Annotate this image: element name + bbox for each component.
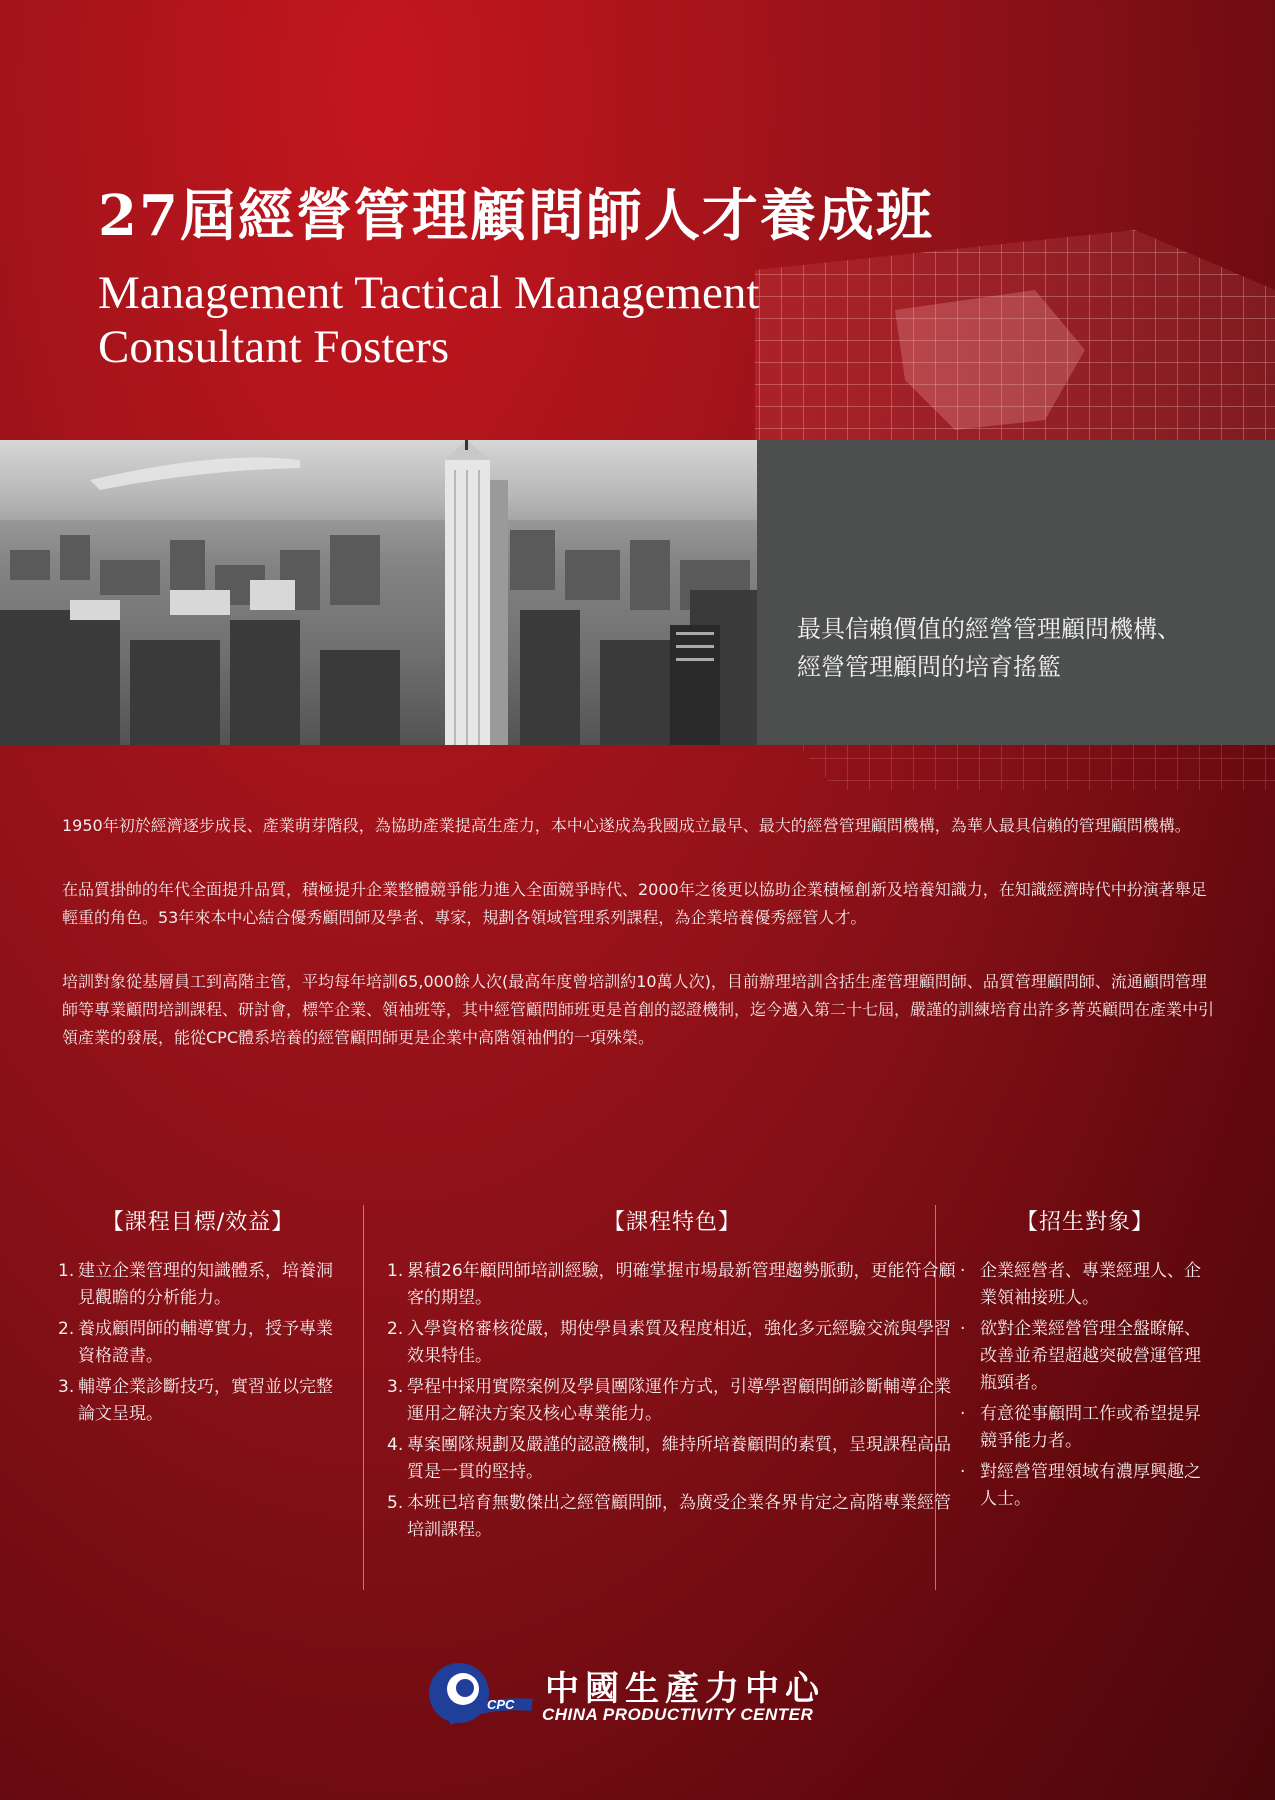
header <box>98 180 1098 374</box>
column-divider <box>935 1205 936 1590</box>
item-text: 企業經營者、專業經理人、企業領袖接班人。 <box>980 1261 1201 1308</box>
item-number: 4. <box>387 1435 404 1455</box>
item-text: 輔導企業診斷技巧，實習並以完整論文呈現。 <box>78 1377 333 1424</box>
list-item <box>387 1316 957 1370</box>
item-text: 累積26年顧問師培訓經驗，明確掌握市場最新管理趨勢脈動，更能符合顧客的期望。 <box>407 1261 956 1308</box>
item-number: 5. <box>387 1493 404 1513</box>
bullet: ‧ <box>960 1404 966 1424</box>
list-item <box>58 1374 338 1428</box>
footer-logo <box>425 1655 845 1735</box>
city-skyline-illustration <box>0 440 757 745</box>
column-divider <box>363 1205 364 1590</box>
list-item <box>960 1459 1210 1513</box>
bullet: ‧ <box>960 1462 966 1482</box>
tagline-line-2: 經營管理顧問的培育搖籃 <box>797 653 1061 681</box>
logo-letters: CPC <box>487 1697 515 1712</box>
org-name-chinese: 中國生產力中心 <box>545 1669 825 1709</box>
audience-column <box>960 1205 1210 1517</box>
cpc-logo-icon <box>425 1655 535 1735</box>
item-text: 專案團隊規劃及嚴謹的認證機制，維持所培養顧問的素質，呈現課程高品質是一貫的堅持。 <box>407 1435 951 1482</box>
intro-paragraph-2: 在品質掛帥的年代全面提升品質，積極提升企業整體競爭能力進入全面競爭時代、2000年之後更以協助企業積極創新及培養知識力，在知識經濟時代中扮演著舉足輕重的角色。53年來本中心結合優秀顧問師及學者、專家，規劃各領域管理系列課程，為企業培養優秀經管人才。 <box>62 880 1207 927</box>
goals-heading: 【課程目標/效益】 <box>101 1210 295 1235</box>
org-name-english: CHINA PRODUCTIVITY CENTER <box>542 1705 814 1724</box>
item-text: 對經營管理領域有濃厚興趣之人士。 <box>980 1462 1201 1509</box>
item-text: 養成顧問師的輔導實力，授予專業資格證書。 <box>78 1319 333 1366</box>
features-list <box>387 1258 957 1544</box>
list-item <box>58 1258 338 1312</box>
intro-section <box>62 812 1222 1088</box>
item-number: 2. <box>58 1319 75 1339</box>
list-item <box>58 1316 338 1370</box>
item-text: 入學資格審核從嚴，期使學員素質及程度相近，強化多元經驗交流與學習效果特佳。 <box>407 1319 951 1366</box>
list-item <box>387 1432 957 1486</box>
item-text: 欲對企業經營管理全盤瞭解、改善並希望超越突破營運管理瓶頸者。 <box>980 1319 1201 1393</box>
bullet: ‧ <box>960 1319 966 1339</box>
audience-list <box>960 1258 1210 1513</box>
item-number: 3. <box>58 1377 75 1397</box>
tagline-box <box>757 440 1275 745</box>
english-subtitle <box>98 266 1098 374</box>
audience-heading: 【招生對象】 <box>1015 1210 1154 1235</box>
intro-paragraph-1: 1950年初於經濟逐步成長、產業萌芽階段，為協助產業提高生產力，本中心遂成為我國成立最早、最大的經營管理顧問機構，為華人最具信賴的管理顧問機構。 <box>62 816 1191 835</box>
course-info-columns <box>50 1205 1240 1595</box>
item-text: 建立企業管理的知識體系，培養洞見觀瞻的分析能力。 <box>78 1261 333 1308</box>
page-title: 27屆經營管理顧問師人才養成班 <box>98 183 934 249</box>
city-skyline-photo <box>0 440 757 745</box>
tagline-line-1: 最具信賴價值的經營管理顧問機構、 <box>797 615 1181 643</box>
bullet: ‧ <box>960 1261 966 1281</box>
subtitle-line-1: Management Tactical Management <box>98 267 760 319</box>
item-text: 學程中採用實際案例及學員團隊運作方式，引導學習顧問師診斷輔導企業運用之解決方案及核心專業能力。 <box>407 1377 951 1424</box>
list-item <box>960 1316 1210 1397</box>
list-item <box>960 1401 1210 1455</box>
subtitle-line-2: Consultant Fosters <box>98 321 450 373</box>
goals-column <box>58 1205 338 1432</box>
features-heading: 【課程特色】 <box>602 1210 741 1235</box>
item-number: 1. <box>387 1261 404 1281</box>
intro-paragraph-3: 培訓對象從基層員工到高階主管，平均每年培訓65,000餘人次(最高年度曾培訓約10萬人次)，目前辦理培訓含括生產管理顧問師、品質管理顧問師、流通顧問管理師等專業顧問培訓課程、研討會，標竿企業、領袖班等，其中經管顧問師班更是首創的認證機制，迄今邁入第二十七屆，嚴謹的訓練培育出許多菁英顧問在產業中引領產業的發展，能從CPC體系培養的經管顧問師更是企業中高階領袖們的一項殊榮。 <box>62 972 1215 1047</box>
item-number: 3. <box>387 1377 404 1397</box>
item-number: 1. <box>58 1261 75 1281</box>
item-text: 本班已培育無數傑出之經管顧問師，為廣受企業各界肯定之高階專業經管培訓課程。 <box>407 1493 951 1540</box>
list-item <box>960 1258 1210 1312</box>
item-text: 有意從事顧問工作或希望提昇競爭能力者。 <box>980 1404 1201 1451</box>
list-item <box>387 1374 957 1428</box>
features-column <box>387 1205 957 1548</box>
goals-list <box>58 1258 338 1428</box>
list-item <box>387 1490 957 1544</box>
list-item <box>387 1258 957 1312</box>
item-number: 2. <box>387 1319 404 1339</box>
